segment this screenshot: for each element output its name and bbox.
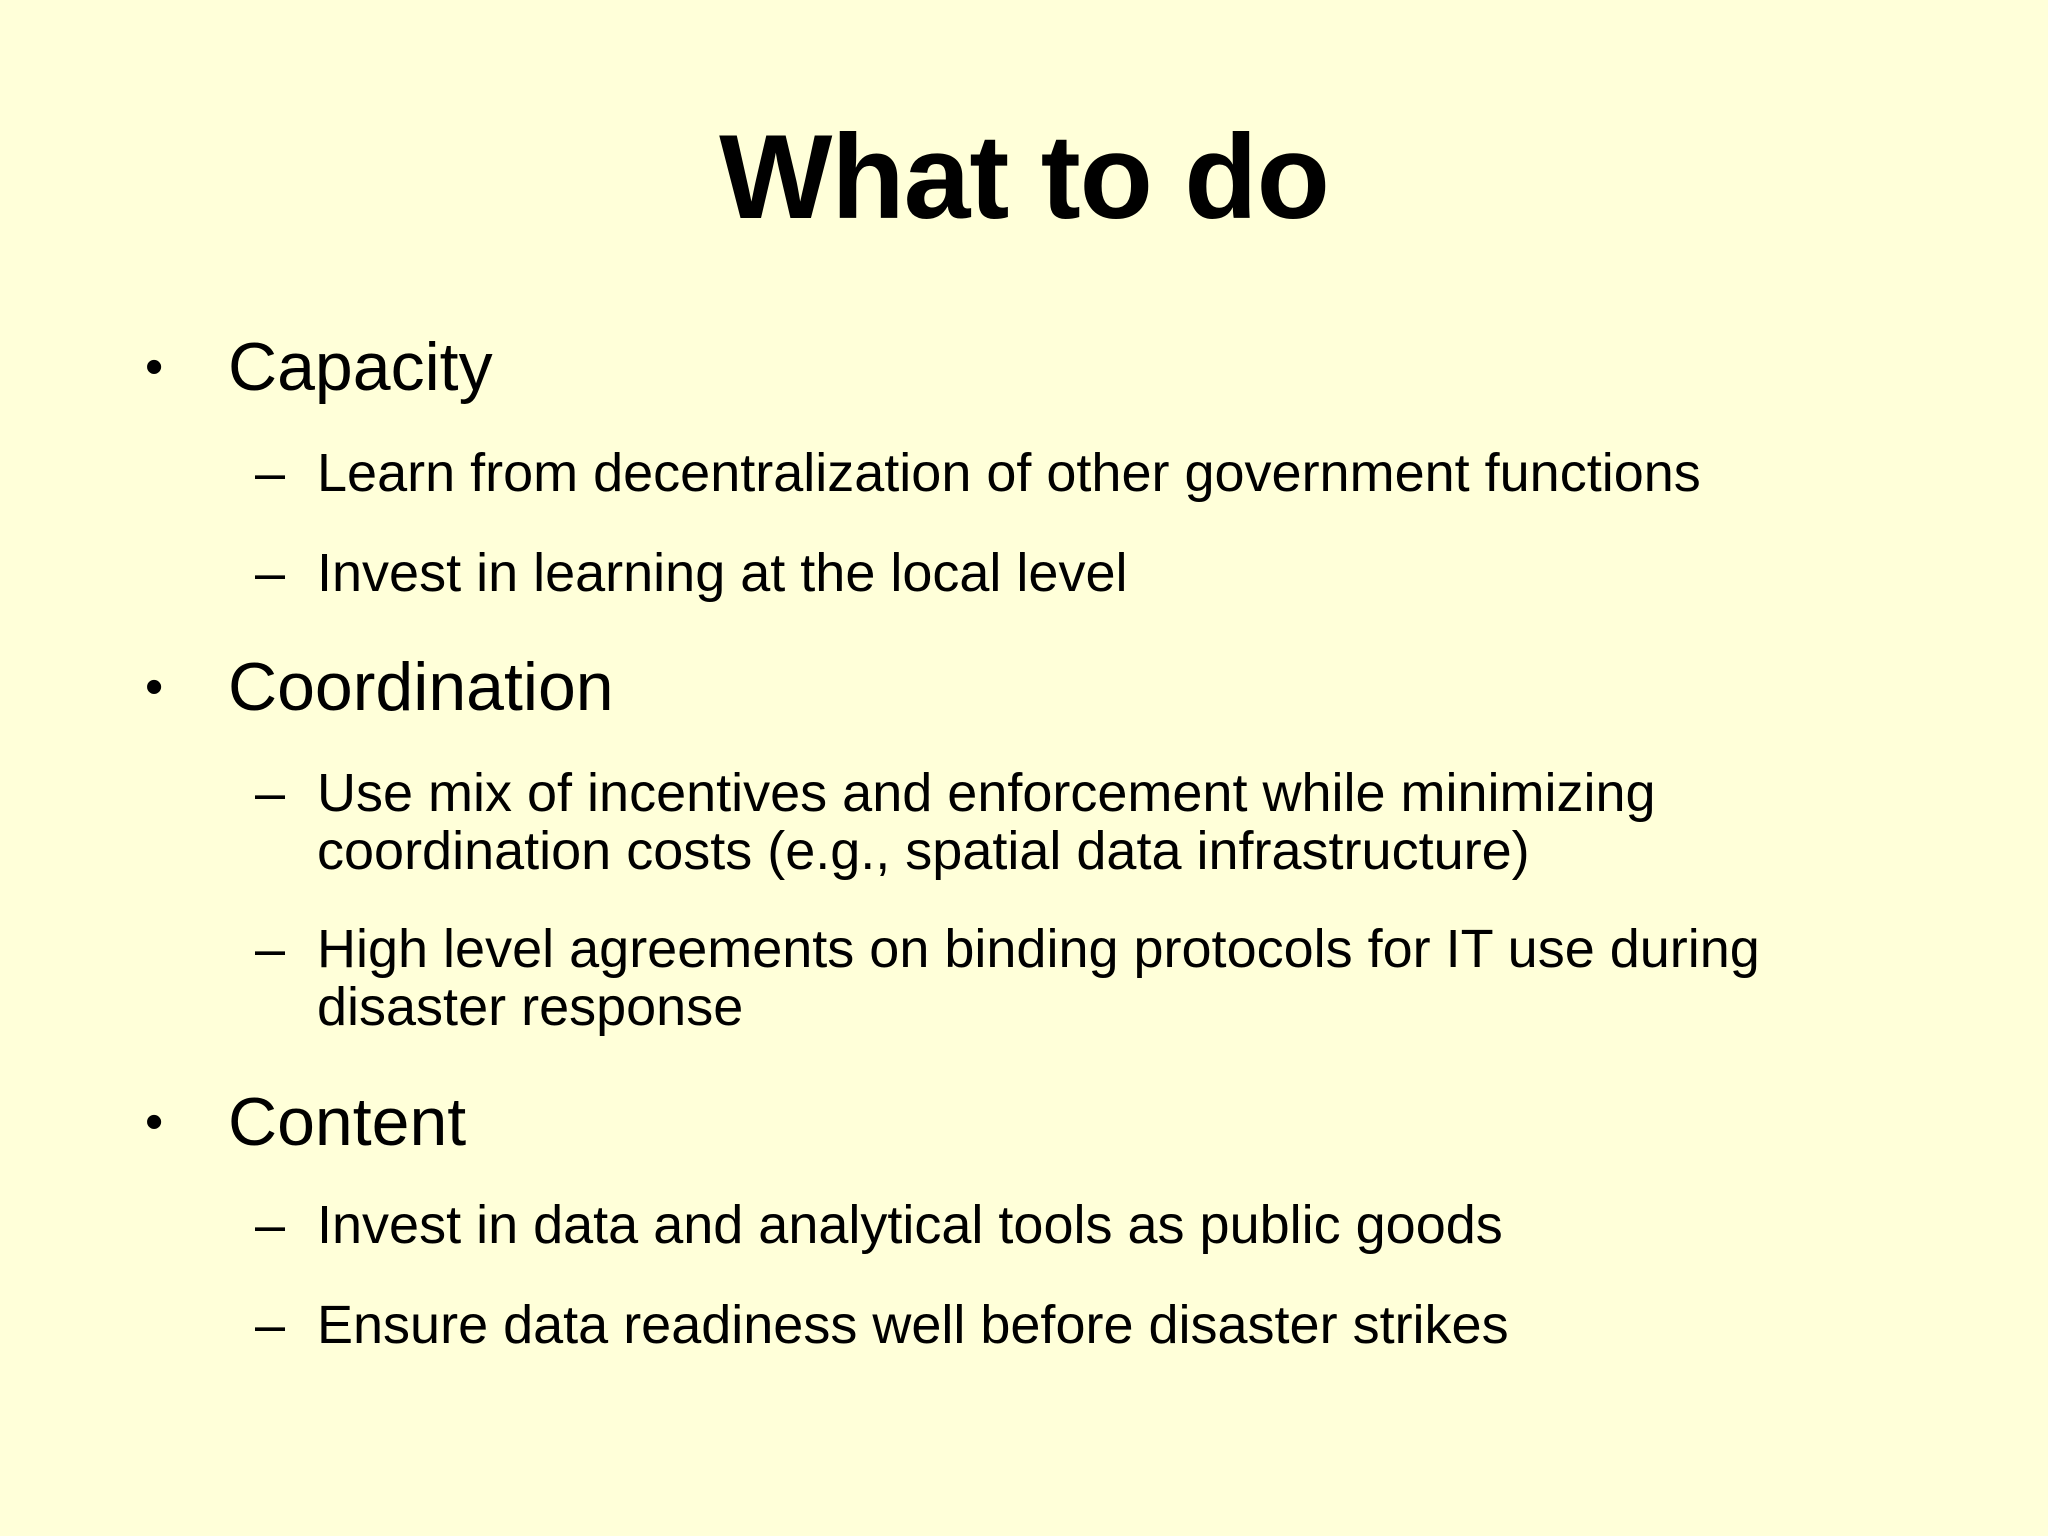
sub-item-text: High level agreements on binding protocols for IT use during disaster response: [317, 919, 1760, 1037]
bullet-icon: •: [145, 338, 164, 396]
sub-item-text: Use mix of incentives and enforcement while minimizing coordination costs (e.g., spatial data infrastructure): [317, 763, 1656, 881]
dash-icon: –: [255, 1295, 286, 1355]
bullet-heading: Content: [228, 1084, 467, 1160]
sub-item-text: Ensure data readiness well before disaster strikes: [317, 1295, 1509, 1355]
dash-icon: –: [255, 443, 286, 503]
bullet-heading: Coordination: [228, 649, 614, 725]
bullet-icon: •: [145, 1093, 164, 1151]
slide-title: What to do: [719, 110, 1329, 244]
dash-icon: –: [255, 543, 286, 603]
dash-icon: –: [255, 919, 286, 979]
sub-item-text: Invest in learning at the local level: [317, 543, 1128, 603]
dash-icon: –: [255, 1195, 286, 1255]
dash-icon: –: [255, 763, 286, 823]
sub-item-text: Invest in data and analytical tools as public goods: [317, 1195, 1503, 1255]
bullet-heading: Capacity: [228, 329, 493, 405]
bullet-icon: •: [145, 658, 164, 716]
sub-item-text: Learn from decentralization of other government functions: [317, 443, 1701, 503]
